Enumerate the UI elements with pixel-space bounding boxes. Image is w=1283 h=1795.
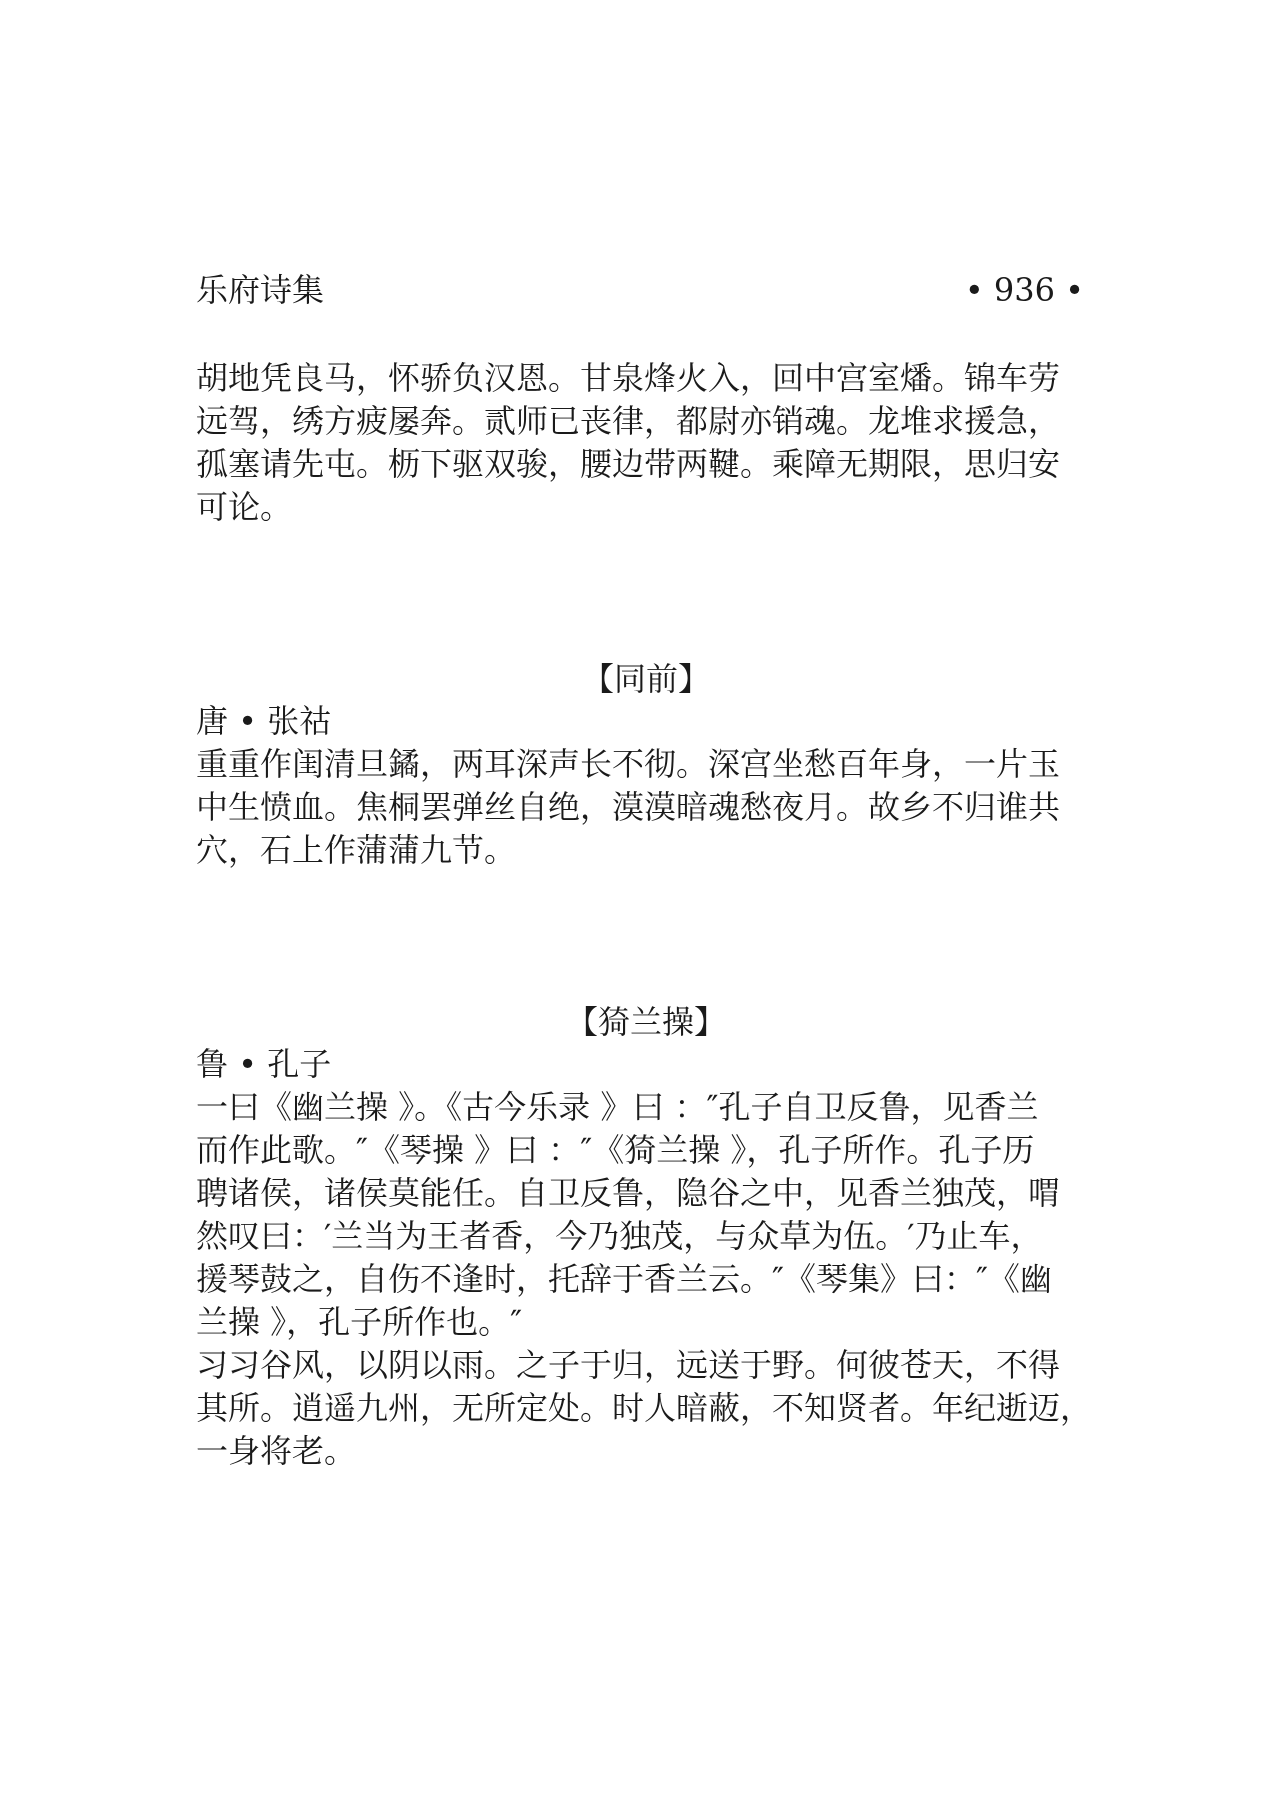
document-page [196,0,1096,1795]
poem-line: 习习谷风，以阴以雨。之子于归，远送于野。何彼苍天，不得 [196,1346,1061,1384]
page-header [196,268,1084,312]
preface-line: 兰操 》，孔子所作也。″ [196,1303,523,1341]
poem-author: 唐 • 张祜 [196,702,332,740]
poem-author: 鲁 • 孔子 [196,1045,332,1083]
poem-line: 远驾，绣方疲屡奔。贰师已丧律，都尉亦销魂。龙堆求援急， [196,402,1061,440]
poem-title: 【同前】 [581,660,710,698]
page-number: • 936 • [964,271,1084,309]
poem-line: 重重作闺清旦鐍，两耳深声长不彻。深宫坐愁百年身，一片玉 [196,745,1061,783]
poem-title: 【猗兰操】 [565,1003,726,1041]
preface-line: 聘诸侯，诸侯莫能任。自卫反鲁，隐谷之中，见香兰独茂，喟 [196,1174,1061,1212]
poem-line: 可论。 [196,488,293,526]
poem-line: 穴，石上作蒲蒲九节。 [196,831,517,869]
preface-line: 一曰《幽兰操 》。《古今乐录 》曰 ：″孔子自卫反鲁，见香兰 [196,1088,1039,1126]
poem-line: 一身将老。 [196,1432,357,1470]
poem-section-yilancao [196,1043,1096,1473]
poem-line: 其所。逍遥九州，无所定处。时人暗蔽，不知贤者。年纪逝迈， [196,1389,1093,1427]
poem-line: 孤塞请先屯。枥下驱双骏，腰边带两鞬。乘障无期限，思归安 [196,445,1061,483]
book-title: 乐府诗集 [196,271,325,309]
poem-line: 中生愤血。焦桐罢弹丝自绝，漠漠暗魂愁夜月。故乡不归谁共 [196,788,1061,826]
poem-continuation [196,357,1096,529]
preface-line: 援琴鼓之，自伤不逢时，托辞于香兰云。″《琴集》曰：″《幽 [196,1260,1052,1298]
preface-line: 而作此歌。″《琴操 》曰 ：″《猗兰操 》，孔子所作。孔子历 [196,1131,1035,1169]
poem-section-tongqian [196,700,1096,872]
preface-line: 然叹曰：′兰当为王者香，今乃独茂，与众草为伍。′乃止车， [196,1217,1043,1255]
poem-line: 胡地凭良马，怀骄负汉恩。甘泉烽火入，回中宫室燔。锦车劳 [196,359,1061,397]
